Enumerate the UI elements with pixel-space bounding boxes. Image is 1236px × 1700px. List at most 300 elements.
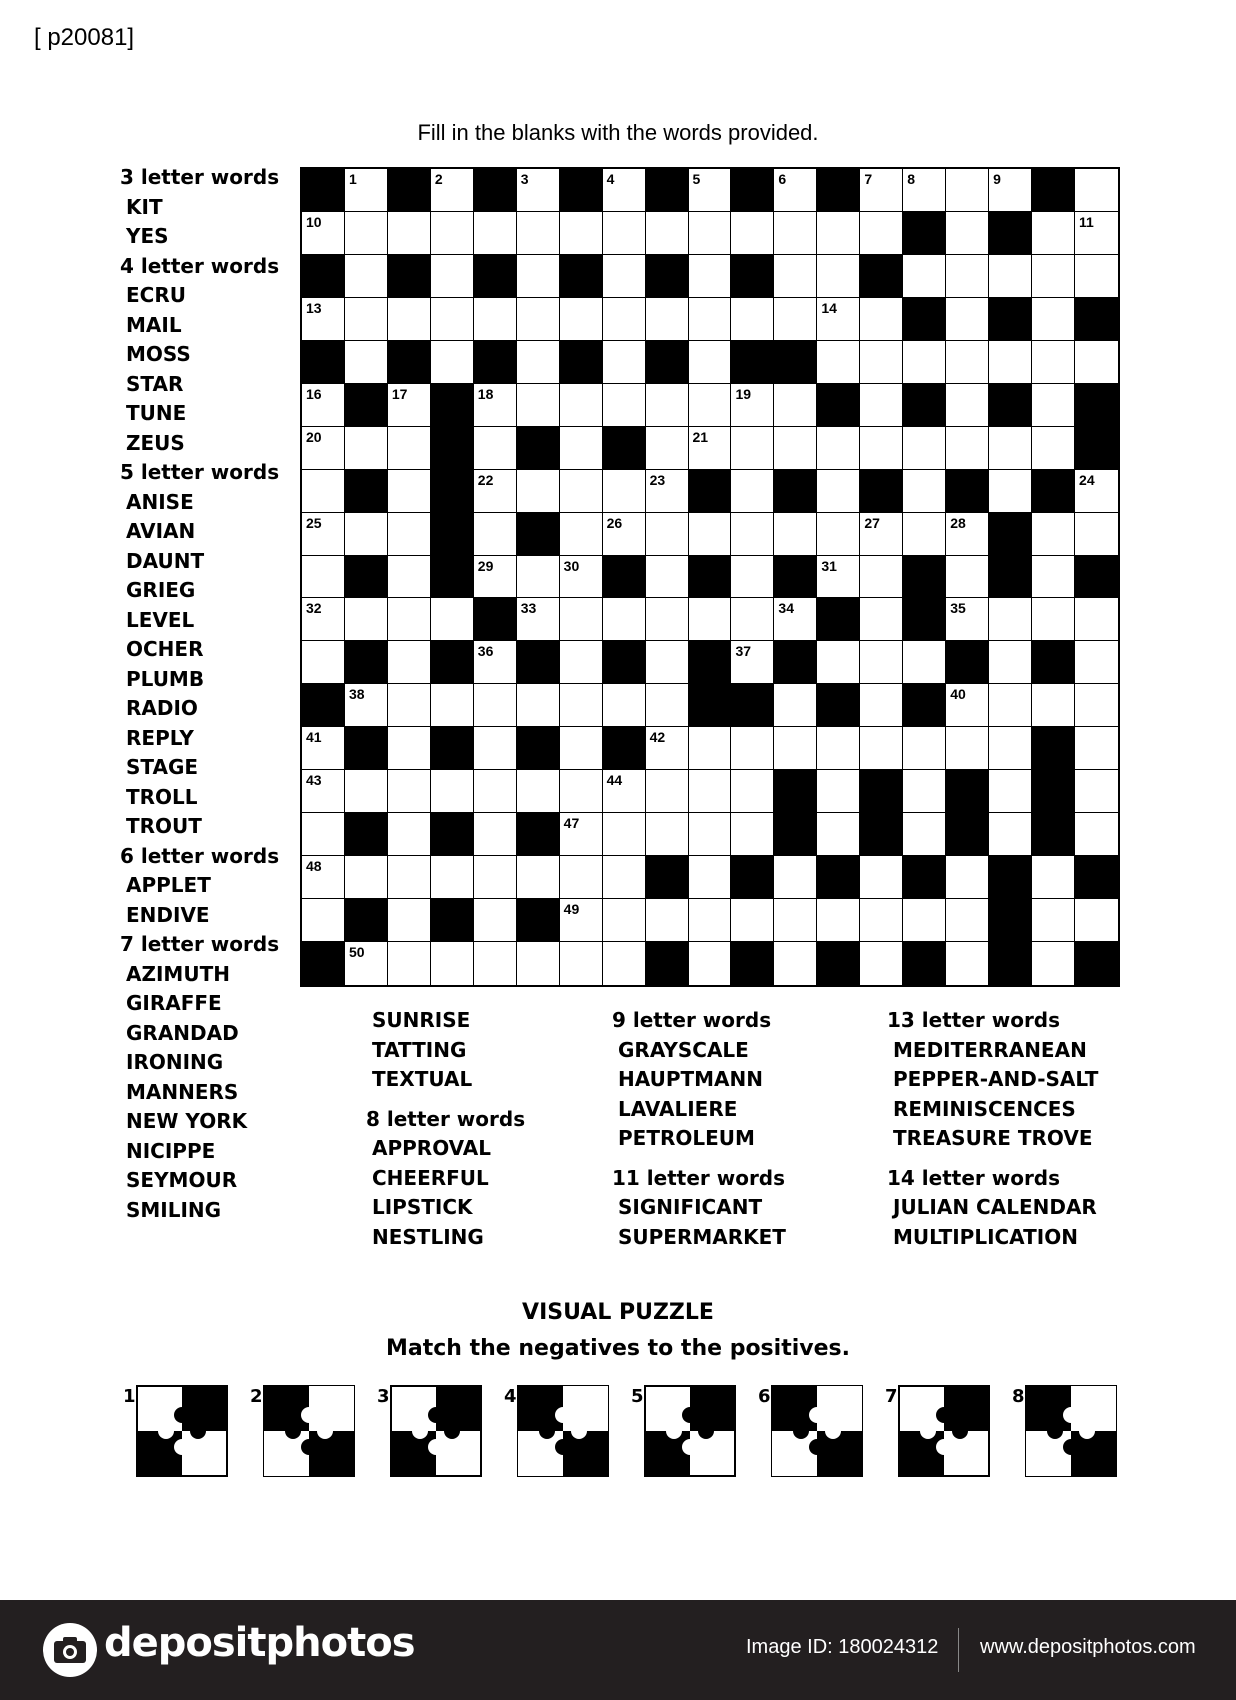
grid-cell[interactable] xyxy=(1032,598,1075,641)
grid-cell[interactable] xyxy=(731,899,774,942)
grid-cell[interactable] xyxy=(860,899,903,942)
grid-cell[interactable] xyxy=(603,899,646,942)
grid-cell[interactable] xyxy=(560,641,603,684)
grid-cell[interactable] xyxy=(1075,212,1118,255)
grid-cell[interactable] xyxy=(431,684,474,727)
grid-cell[interactable] xyxy=(946,556,989,599)
grid-cell[interactable] xyxy=(474,727,517,770)
grid-cell[interactable] xyxy=(646,212,689,255)
grid-cell[interactable] xyxy=(603,684,646,727)
grid-cell[interactable] xyxy=(1032,899,1075,942)
grid-cell[interactable] xyxy=(1075,641,1118,684)
grid-cell[interactable] xyxy=(903,255,946,298)
grid-cell[interactable] xyxy=(903,513,946,556)
clue-number: 40 xyxy=(950,686,966,703)
grid-cell[interactable] xyxy=(345,942,388,985)
grid-cell[interactable] xyxy=(517,341,560,384)
grid-cell[interactable] xyxy=(560,813,603,856)
grid-cell[interactable] xyxy=(817,212,860,255)
grid-cell[interactable] xyxy=(560,298,603,341)
grid-cell[interactable] xyxy=(345,684,388,727)
grid-cell[interactable] xyxy=(560,899,603,942)
word: LIPSTICK xyxy=(372,1195,473,1219)
grid-cell[interactable] xyxy=(946,255,989,298)
grid-cell[interactable] xyxy=(517,942,560,985)
grid-cell[interactable] xyxy=(302,899,345,942)
grid-cell[interactable] xyxy=(689,856,732,899)
grid-cell[interactable] xyxy=(989,770,1032,813)
grid-cell[interactable] xyxy=(903,899,946,942)
grid-cell[interactable] xyxy=(603,298,646,341)
grid-cell[interactable] xyxy=(345,770,388,813)
grid-cell[interactable] xyxy=(388,770,431,813)
grid-cell[interactable] xyxy=(689,298,732,341)
grid-cell[interactable] xyxy=(560,942,603,985)
grid-cell[interactable] xyxy=(731,598,774,641)
grid-cell[interactable] xyxy=(946,598,989,641)
grid-cell[interactable] xyxy=(731,298,774,341)
grid-cell[interactable] xyxy=(388,212,431,255)
grid-cell[interactable] xyxy=(302,856,345,899)
grid-cell[interactable] xyxy=(774,856,817,899)
grid-cell[interactable] xyxy=(731,427,774,470)
grid-cell[interactable] xyxy=(731,513,774,556)
grid-cell[interactable] xyxy=(731,384,774,427)
grid-cell[interactable] xyxy=(646,813,689,856)
grid-cell[interactable] xyxy=(517,212,560,255)
grid-cell[interactable] xyxy=(474,470,517,513)
grid-block xyxy=(431,899,474,942)
grid-cell[interactable] xyxy=(302,427,345,470)
grid-block xyxy=(431,427,474,470)
grid-cell[interactable] xyxy=(989,641,1032,684)
grid-cell[interactable] xyxy=(302,598,345,641)
word: REMINISCENCES xyxy=(893,1096,1076,1121)
grid-cell[interactable] xyxy=(388,899,431,942)
grid-cell[interactable] xyxy=(431,856,474,899)
grid-cell[interactable] xyxy=(860,212,903,255)
grid-cell[interactable] xyxy=(817,727,860,770)
grid-cell[interactable] xyxy=(560,384,603,427)
grid-cell[interactable] xyxy=(388,942,431,985)
grid-cell[interactable] xyxy=(903,341,946,384)
grid-cell[interactable] xyxy=(603,513,646,556)
grid-cell[interactable] xyxy=(388,556,431,599)
grid-cell[interactable] xyxy=(646,899,689,942)
grid-cell[interactable] xyxy=(517,470,560,513)
grid-cell[interactable] xyxy=(431,598,474,641)
grid-cell[interactable] xyxy=(431,942,474,985)
grid-block xyxy=(689,684,732,727)
grid-cell[interactable] xyxy=(689,513,732,556)
grid-cell[interactable] xyxy=(860,942,903,985)
grid-cell[interactable] xyxy=(517,298,560,341)
grid-block xyxy=(817,684,860,727)
grid-cell[interactable] xyxy=(860,169,903,212)
grid-cell[interactable] xyxy=(1032,684,1075,727)
grid-cell[interactable] xyxy=(1075,813,1118,856)
grid-cell[interactable] xyxy=(946,427,989,470)
grid-block xyxy=(431,513,474,556)
puzzle-piece-tile[interactable] xyxy=(644,1385,736,1477)
grid-cell[interactable] xyxy=(646,513,689,556)
grid-cell[interactable] xyxy=(1075,727,1118,770)
grid-cell[interactable] xyxy=(860,513,903,556)
grid-cell[interactable] xyxy=(989,255,1032,298)
grid-cell[interactable] xyxy=(731,641,774,684)
grid-cell[interactable] xyxy=(474,770,517,813)
grid-cell[interactable] xyxy=(646,727,689,770)
grid-cell[interactable] xyxy=(345,513,388,556)
grid-cell[interactable] xyxy=(560,770,603,813)
grid-cell[interactable] xyxy=(345,427,388,470)
grid-cell[interactable] xyxy=(345,212,388,255)
grid-cell[interactable] xyxy=(903,427,946,470)
grid-cell[interactable] xyxy=(860,556,903,599)
grid-block xyxy=(474,341,517,384)
grid-cell[interactable] xyxy=(903,641,946,684)
grid-cell[interactable] xyxy=(1075,470,1118,513)
grid-cell[interactable] xyxy=(731,470,774,513)
grid-cell[interactable] xyxy=(860,856,903,899)
grid-cell[interactable] xyxy=(388,641,431,684)
grid-cell[interactable] xyxy=(474,384,517,427)
grid-block xyxy=(860,813,903,856)
grid-cell[interactable] xyxy=(774,513,817,556)
grid-cell[interactable] xyxy=(517,856,560,899)
grid-cell[interactable] xyxy=(989,813,1032,856)
word: KIT xyxy=(126,194,163,219)
grid-cell[interactable] xyxy=(817,770,860,813)
grid-cell[interactable] xyxy=(817,470,860,513)
grid-cell[interactable] xyxy=(1032,556,1075,599)
grid-cell[interactable] xyxy=(302,813,345,856)
grid-cell[interactable] xyxy=(817,556,860,599)
grid-cell[interactable] xyxy=(860,341,903,384)
grid-cell[interactable] xyxy=(474,513,517,556)
grid-cell[interactable] xyxy=(989,684,1032,727)
grid-cell[interactable] xyxy=(689,212,732,255)
word: SIGNIFICANT xyxy=(618,1195,763,1219)
grid-cell[interactable] xyxy=(302,513,345,556)
grid-cell[interactable] xyxy=(946,298,989,341)
grid-cell[interactable] xyxy=(388,384,431,427)
grid-cell[interactable] xyxy=(1032,942,1075,985)
grid-cell[interactable] xyxy=(646,427,689,470)
grid-cell[interactable] xyxy=(860,298,903,341)
grid-cell[interactable] xyxy=(989,169,1032,212)
grid-cell[interactable] xyxy=(302,470,345,513)
grid-block xyxy=(1032,641,1075,684)
grid-cell[interactable] xyxy=(689,384,732,427)
grid-cell[interactable] xyxy=(774,598,817,641)
grid-cell[interactable] xyxy=(1032,212,1075,255)
grid-cell[interactable] xyxy=(689,598,732,641)
grid-block xyxy=(517,513,560,556)
grid-cell[interactable] xyxy=(603,942,646,985)
grid-cell[interactable] xyxy=(474,298,517,341)
grid-cell[interactable] xyxy=(388,427,431,470)
grid-cell[interactable] xyxy=(431,298,474,341)
grid-cell[interactable] xyxy=(603,255,646,298)
grid-cell[interactable] xyxy=(646,641,689,684)
crossword-grid xyxy=(300,167,1120,987)
word: GRIEG xyxy=(126,578,196,602)
grid-block xyxy=(517,727,560,770)
grid-cell[interactable] xyxy=(517,255,560,298)
grid-cell[interactable] xyxy=(689,341,732,384)
grid-cell[interactable] xyxy=(689,770,732,813)
grid-cell[interactable] xyxy=(388,684,431,727)
grid-cell[interactable] xyxy=(774,255,817,298)
grid-cell[interactable] xyxy=(302,384,345,427)
grid-cell[interactable] xyxy=(774,212,817,255)
grid-cell[interactable] xyxy=(517,556,560,599)
grid-cell[interactable] xyxy=(560,470,603,513)
grid-cell[interactable] xyxy=(1032,298,1075,341)
grid-cell[interactable] xyxy=(1032,341,1075,384)
word-group-heading: 3 letter words xyxy=(120,165,280,189)
grid-cell[interactable] xyxy=(774,384,817,427)
clue-number: 8 xyxy=(907,171,916,187)
grid-cell[interactable] xyxy=(860,384,903,427)
grid-cell[interactable] xyxy=(946,942,989,985)
grid-cell[interactable] xyxy=(1075,598,1118,641)
grid-cell[interactable] xyxy=(431,341,474,384)
grid-cell[interactable] xyxy=(345,255,388,298)
grid-cell[interactable] xyxy=(689,942,732,985)
grid-cell[interactable] xyxy=(1032,513,1075,556)
grid-cell[interactable] xyxy=(689,899,732,942)
grid-cell[interactable] xyxy=(345,169,388,212)
grid-cell[interactable] xyxy=(474,856,517,899)
puzzle-piece-tile[interactable] xyxy=(390,1385,482,1477)
grid-block xyxy=(474,598,517,641)
grid-cell[interactable] xyxy=(517,770,560,813)
grid-cell[interactable] xyxy=(1032,255,1075,298)
grid-cell[interactable] xyxy=(946,727,989,770)
grid-block xyxy=(903,384,946,427)
grid-cell[interactable] xyxy=(388,298,431,341)
puzzle-piece-tile[interactable] xyxy=(898,1385,990,1477)
grid-cell[interactable] xyxy=(731,813,774,856)
grid-cell[interactable] xyxy=(560,513,603,556)
grid-cell[interactable] xyxy=(517,598,560,641)
grid-cell[interactable] xyxy=(903,169,946,212)
grid-cell[interactable] xyxy=(903,470,946,513)
grid-cell[interactable] xyxy=(560,727,603,770)
grid-cell[interactable] xyxy=(388,470,431,513)
grid-cell[interactable] xyxy=(646,770,689,813)
grid-cell[interactable] xyxy=(860,427,903,470)
grid-cell[interactable] xyxy=(474,684,517,727)
grid-cell[interactable] xyxy=(989,427,1032,470)
puzzle-piece-tile[interactable] xyxy=(517,1385,609,1477)
grid-cell[interactable] xyxy=(345,341,388,384)
grid-cell[interactable] xyxy=(1075,770,1118,813)
clue-number: 33 xyxy=(520,600,537,617)
grid-cell[interactable] xyxy=(860,684,903,727)
grid-cell[interactable] xyxy=(603,341,646,384)
grid-cell[interactable] xyxy=(302,298,345,341)
grid-cell[interactable] xyxy=(817,255,860,298)
grid-cell[interactable] xyxy=(560,856,603,899)
grid-cell[interactable] xyxy=(302,770,345,813)
grid-cell[interactable] xyxy=(560,427,603,470)
grid-cell[interactable] xyxy=(817,427,860,470)
grid-cell[interactable] xyxy=(689,813,732,856)
grid-cell[interactable] xyxy=(560,212,603,255)
grid-cell[interactable] xyxy=(731,212,774,255)
grid-cell[interactable] xyxy=(689,427,732,470)
grid-cell[interactable] xyxy=(774,942,817,985)
grid-cell[interactable] xyxy=(646,684,689,727)
grid-cell[interactable] xyxy=(388,856,431,899)
puzzle-piece-tile[interactable] xyxy=(136,1385,228,1477)
grid-cell[interactable] xyxy=(817,641,860,684)
grid-cell[interactable] xyxy=(474,942,517,985)
grid-cell[interactable] xyxy=(431,770,474,813)
grid-block xyxy=(989,298,1032,341)
grid-cell[interactable] xyxy=(946,513,989,556)
grid-cell[interactable] xyxy=(474,641,517,684)
grid-cell[interactable] xyxy=(517,684,560,727)
puzzle-piece-tile[interactable] xyxy=(1025,1385,1117,1477)
grid-cell[interactable] xyxy=(731,556,774,599)
grid-cell[interactable] xyxy=(1032,427,1075,470)
grid-cell[interactable] xyxy=(646,470,689,513)
grid-cell[interactable] xyxy=(1075,255,1118,298)
grid-cell[interactable] xyxy=(689,169,732,212)
grid-cell[interactable] xyxy=(302,212,345,255)
grid-cell[interactable] xyxy=(603,212,646,255)
grid-cell[interactable] xyxy=(345,598,388,641)
grid-cell[interactable] xyxy=(1075,341,1118,384)
grid-cell[interactable] xyxy=(603,598,646,641)
grid-cell[interactable] xyxy=(689,255,732,298)
grid-cell[interactable] xyxy=(603,813,646,856)
grid-cell[interactable] xyxy=(903,813,946,856)
grid-cell[interactable] xyxy=(774,684,817,727)
grid-cell[interactable] xyxy=(388,598,431,641)
word: LEVEL xyxy=(126,607,195,632)
grid-cell[interactable] xyxy=(603,856,646,899)
grid-cell[interactable] xyxy=(603,470,646,513)
grid-cell[interactable] xyxy=(946,899,989,942)
grid-cell[interactable] xyxy=(646,384,689,427)
grid-cell[interactable] xyxy=(345,298,388,341)
grid-cell[interactable] xyxy=(946,384,989,427)
grid-cell[interactable] xyxy=(903,770,946,813)
grid-cell[interactable] xyxy=(431,169,474,212)
puzzle-piece-tile[interactable] xyxy=(771,1385,863,1477)
grid-cell[interactable] xyxy=(474,556,517,599)
grid-block xyxy=(646,169,689,212)
grid-block xyxy=(1032,169,1075,212)
grid-cell[interactable] xyxy=(946,341,989,384)
grid-cell[interactable] xyxy=(860,727,903,770)
grid-cell[interactable] xyxy=(646,598,689,641)
grid-cell[interactable] xyxy=(388,727,431,770)
grid-cell[interactable] xyxy=(560,684,603,727)
grid-cell[interactable] xyxy=(646,556,689,599)
grid-cell[interactable] xyxy=(903,727,946,770)
grid-cell[interactable] xyxy=(302,727,345,770)
grid-cell[interactable] xyxy=(560,556,603,599)
grid-cell[interactable] xyxy=(774,298,817,341)
grid-cell[interactable] xyxy=(774,727,817,770)
grid-cell[interactable] xyxy=(689,727,732,770)
word: TEXTUAL xyxy=(372,1067,473,1091)
grid-block xyxy=(731,341,774,384)
grid-cell[interactable] xyxy=(1032,384,1075,427)
grid-cell[interactable] xyxy=(817,899,860,942)
grid-cell[interactable] xyxy=(946,212,989,255)
word: MULTIPLICATION xyxy=(893,1224,1078,1249)
grid-cell[interactable] xyxy=(774,169,817,212)
grid-cell[interactable] xyxy=(474,427,517,470)
grid-cell[interactable] xyxy=(1075,899,1118,942)
grid-cell[interactable] xyxy=(731,770,774,813)
word: APPROVAL xyxy=(372,1136,492,1160)
grid-cell[interactable] xyxy=(474,899,517,942)
grid-cell[interactable] xyxy=(817,513,860,556)
grid-block xyxy=(817,598,860,641)
word-list-column-4 xyxy=(887,1006,1099,1252)
grid-cell[interactable] xyxy=(431,212,474,255)
grid-cell[interactable] xyxy=(946,856,989,899)
grid-cell[interactable] xyxy=(1075,684,1118,727)
grid-cell[interactable] xyxy=(946,684,989,727)
grid-cell[interactable] xyxy=(603,384,646,427)
grid-cell[interactable] xyxy=(560,598,603,641)
grid-cell[interactable] xyxy=(989,470,1032,513)
grid-cell[interactable] xyxy=(817,341,860,384)
grid-cell[interactable] xyxy=(774,427,817,470)
grid-cell[interactable] xyxy=(388,813,431,856)
grid-cell[interactable] xyxy=(474,212,517,255)
clue-number: 22 xyxy=(477,471,494,488)
word: STAGE xyxy=(126,755,199,779)
grid-cell[interactable] xyxy=(646,298,689,341)
grid-cell[interactable] xyxy=(302,556,345,599)
grid-cell[interactable] xyxy=(817,298,860,341)
grid-cell[interactable] xyxy=(603,169,646,212)
grid-cell[interactable] xyxy=(603,770,646,813)
grid-cell[interactable] xyxy=(517,384,560,427)
grid-cell[interactable] xyxy=(989,727,1032,770)
grid-cell[interactable] xyxy=(1075,513,1118,556)
puzzle-piece-tile[interactable] xyxy=(263,1385,355,1477)
grid-cell[interactable] xyxy=(1075,169,1118,212)
grid-cell[interactable] xyxy=(860,641,903,684)
grid-cell[interactable] xyxy=(474,813,517,856)
grid-cell[interactable] xyxy=(302,641,345,684)
grid-cell[interactable] xyxy=(431,255,474,298)
grid-cell[interactable] xyxy=(1032,856,1075,899)
grid-cell[interactable] xyxy=(860,598,903,641)
grid-cell[interactable] xyxy=(774,899,817,942)
grid-cell[interactable] xyxy=(989,341,1032,384)
grid-cell[interactable] xyxy=(345,856,388,899)
clue-number: 4 xyxy=(606,171,615,187)
grid-cell[interactable] xyxy=(388,513,431,556)
grid-cell[interactable] xyxy=(946,169,989,212)
grid-cell[interactable] xyxy=(731,727,774,770)
grid-cell[interactable] xyxy=(517,169,560,212)
grid-cell[interactable] xyxy=(817,813,860,856)
grid-cell[interactable] xyxy=(989,598,1032,641)
